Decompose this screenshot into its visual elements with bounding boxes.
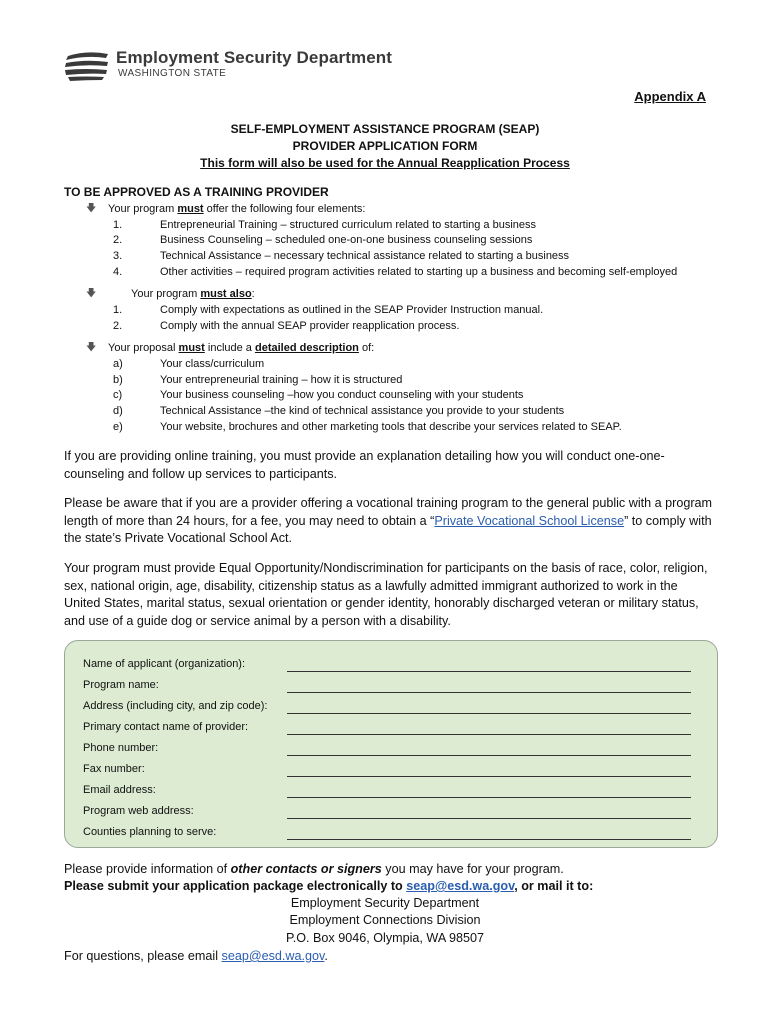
item-text: Your business counseling –how you conduct counseling with your students (160, 389, 524, 401)
eeo-paragraph: Your program must provide Equal Opportunity/Nondiscrimination for participants on the basis of race, color, religion, sex, national origin, age, disability, citizenship status as a lawfully admitted immigrant authorized to work in the United States, marital status, sexual orientation or gender identity, honorably discharged veteran or military status, and use of a guide dog or service animal by a person with a disability. (64, 561, 708, 628)
item-text: Your class/curriculum (160, 358, 265, 370)
bullet-arrow-icon: 🡇 (86, 342, 97, 353)
group3-intro-em2: detailed description (254, 342, 359, 354)
group2-intro (131, 288, 255, 300)
list-item (0, 320, 770, 334)
field-label: Phone number: (83, 742, 159, 754)
contacts-line (64, 861, 714, 879)
form-title-line3: This form will also be used for the Annual Reapplication Process (200, 156, 570, 170)
item-text: Technical Assistance –the kind of technical assistance you provide to your students (160, 405, 565, 417)
list-item (0, 405, 770, 419)
questions-line (64, 948, 714, 966)
item-text: Entrepreneurial Training – structured curriculum related to starting a business (160, 219, 537, 231)
field-label: Fax number: (83, 763, 145, 775)
contacts-pre: Please provide information of (64, 862, 231, 876)
applicant-info-box (64, 640, 718, 848)
group3-intro-em: must (178, 342, 205, 354)
item-text: Technical Assistance – necessary technical assistance related to starting a business (160, 250, 570, 262)
list-item (0, 304, 770, 318)
form-title-line1: SELF-EMPLOYMENT ASSISTANCE PROGRAM (SEAP) (230, 122, 540, 136)
address-line-1: Employment Security Department (290, 896, 480, 910)
group2-intro-em: must also (200, 288, 252, 300)
group3-intro-pre: Your proposal (108, 342, 179, 354)
list-item (0, 358, 770, 372)
address-line-3: P.O. Box 9046, Olympia, WA 98507 (285, 931, 485, 945)
esd-logo-mark-icon (64, 50, 110, 82)
submit-email-link[interactable]: seap@esd.wa.gov (406, 879, 515, 893)
group3-intro-post: of: (358, 342, 375, 354)
bullet-arrow-icon: 🡇 (86, 203, 97, 214)
phone-field[interactable] (287, 755, 691, 756)
submit-post: , or mail it to: (514, 879, 594, 893)
esd-logo (64, 46, 404, 86)
list-item (0, 374, 770, 388)
bullet-arrow-icon: 🡇 (86, 288, 97, 299)
list-item (0, 421, 770, 435)
questions-pre: For questions, please email (64, 949, 222, 963)
list-item (0, 389, 770, 403)
questions-post: . (324, 949, 328, 963)
item-number: 1. (113, 219, 123, 231)
field-label: Program name: (83, 679, 159, 691)
address-field[interactable] (287, 713, 691, 714)
section-heading: TO BE APPROVED AS A TRAINING PROVIDER (64, 185, 329, 199)
email-field[interactable] (287, 797, 691, 798)
primary-contact-field[interactable] (287, 734, 691, 735)
group2-intro-post: : (251, 288, 255, 300)
contacts-em: other contacts or signers (230, 862, 382, 876)
counties-field[interactable] (287, 839, 691, 840)
item-number: 2. (113, 320, 123, 332)
item-text: Other activities – required program activities related to starting up a business and becoming self-employed (160, 266, 678, 278)
program-name-field[interactable] (287, 692, 691, 693)
item-letter: b) (113, 374, 123, 386)
field-label: Counties planning to serve: (83, 826, 217, 838)
group3-intro-mid: include a (204, 342, 255, 354)
field-label: Program web address: (83, 805, 194, 817)
fax-field[interactable] (287, 776, 691, 777)
field-label: Name of applicant (organization): (83, 658, 246, 670)
list-item (0, 266, 770, 280)
questions-email-link[interactable]: seap@esd.wa.gov (221, 949, 325, 963)
item-text: Business Counseling – scheduled one-on-one business counseling sessions (160, 234, 533, 246)
online-training-paragraph: If you are providing online training, you must provide an explanation detailing how you will conduct one-one-counseling and follow up services to participants. (64, 449, 665, 481)
field-label: Address (including city, and zip code): (83, 700, 268, 712)
item-text: Comply with expectations as outlined in the SEAP Provider Instruction manual. (160, 304, 544, 316)
group2-intro-pre: Your program (131, 288, 201, 300)
private-vocational-school-license-link[interactable]: Private Vocational School License (434, 513, 625, 528)
item-text: Your entrepreneurial training – how it is structured (160, 374, 403, 386)
web-address-field[interactable] (287, 818, 691, 819)
vocational-text-post: ” to comply with the state’s Private Vocational School Act. (64, 513, 712, 545)
item-number: 1. (113, 304, 123, 316)
group1-intro-em: must (177, 203, 204, 215)
item-text: Comply with the annual SEAP provider reapplication process. (160, 320, 460, 332)
group1-intro-post: offer the following four elements: (203, 203, 366, 215)
appendix-label: Appendix A (634, 89, 706, 104)
vocational-paragraph (64, 495, 714, 548)
field-label: Primary contact name of provider: (83, 721, 249, 733)
field-label: Email address: (83, 784, 156, 796)
list-item (0, 234, 770, 248)
group1-intro-pre: Your program (108, 203, 178, 215)
contacts-post: you may have for your program. (381, 862, 564, 876)
group1-intro (108, 203, 365, 215)
vocational-text-pre: Please be aware that if you are a provider offering a vocational training program to the general public with a program length of more than 24 hours, for a fee, you may need to obtain a “ (64, 496, 713, 528)
list-item (0, 219, 770, 233)
form-title-line2: PROVIDER APPLICATION FORM (292, 139, 478, 153)
org-name: Employment Security Department (116, 48, 393, 67)
submit-line (64, 878, 714, 896)
item-number: 4. (113, 266, 123, 278)
item-letter: e) (113, 421, 123, 433)
address-line-2: Employment Connections Division (289, 913, 481, 927)
item-letter: a) (113, 358, 123, 370)
item-letter: d) (113, 405, 123, 417)
list-item (0, 250, 770, 264)
item-text: Your website, brochures and other marketing tools that describe your services related to SEAP. (160, 421, 622, 433)
submit-pre: Please submit your application package electronically to (64, 879, 407, 893)
org-subtitle: WASHINGTON STATE (118, 68, 227, 79)
group3-intro (108, 342, 374, 354)
item-number: 2. (113, 234, 123, 246)
item-number: 3. (113, 250, 123, 262)
applicant-name-field[interactable] (287, 671, 691, 672)
item-letter: c) (113, 389, 123, 401)
